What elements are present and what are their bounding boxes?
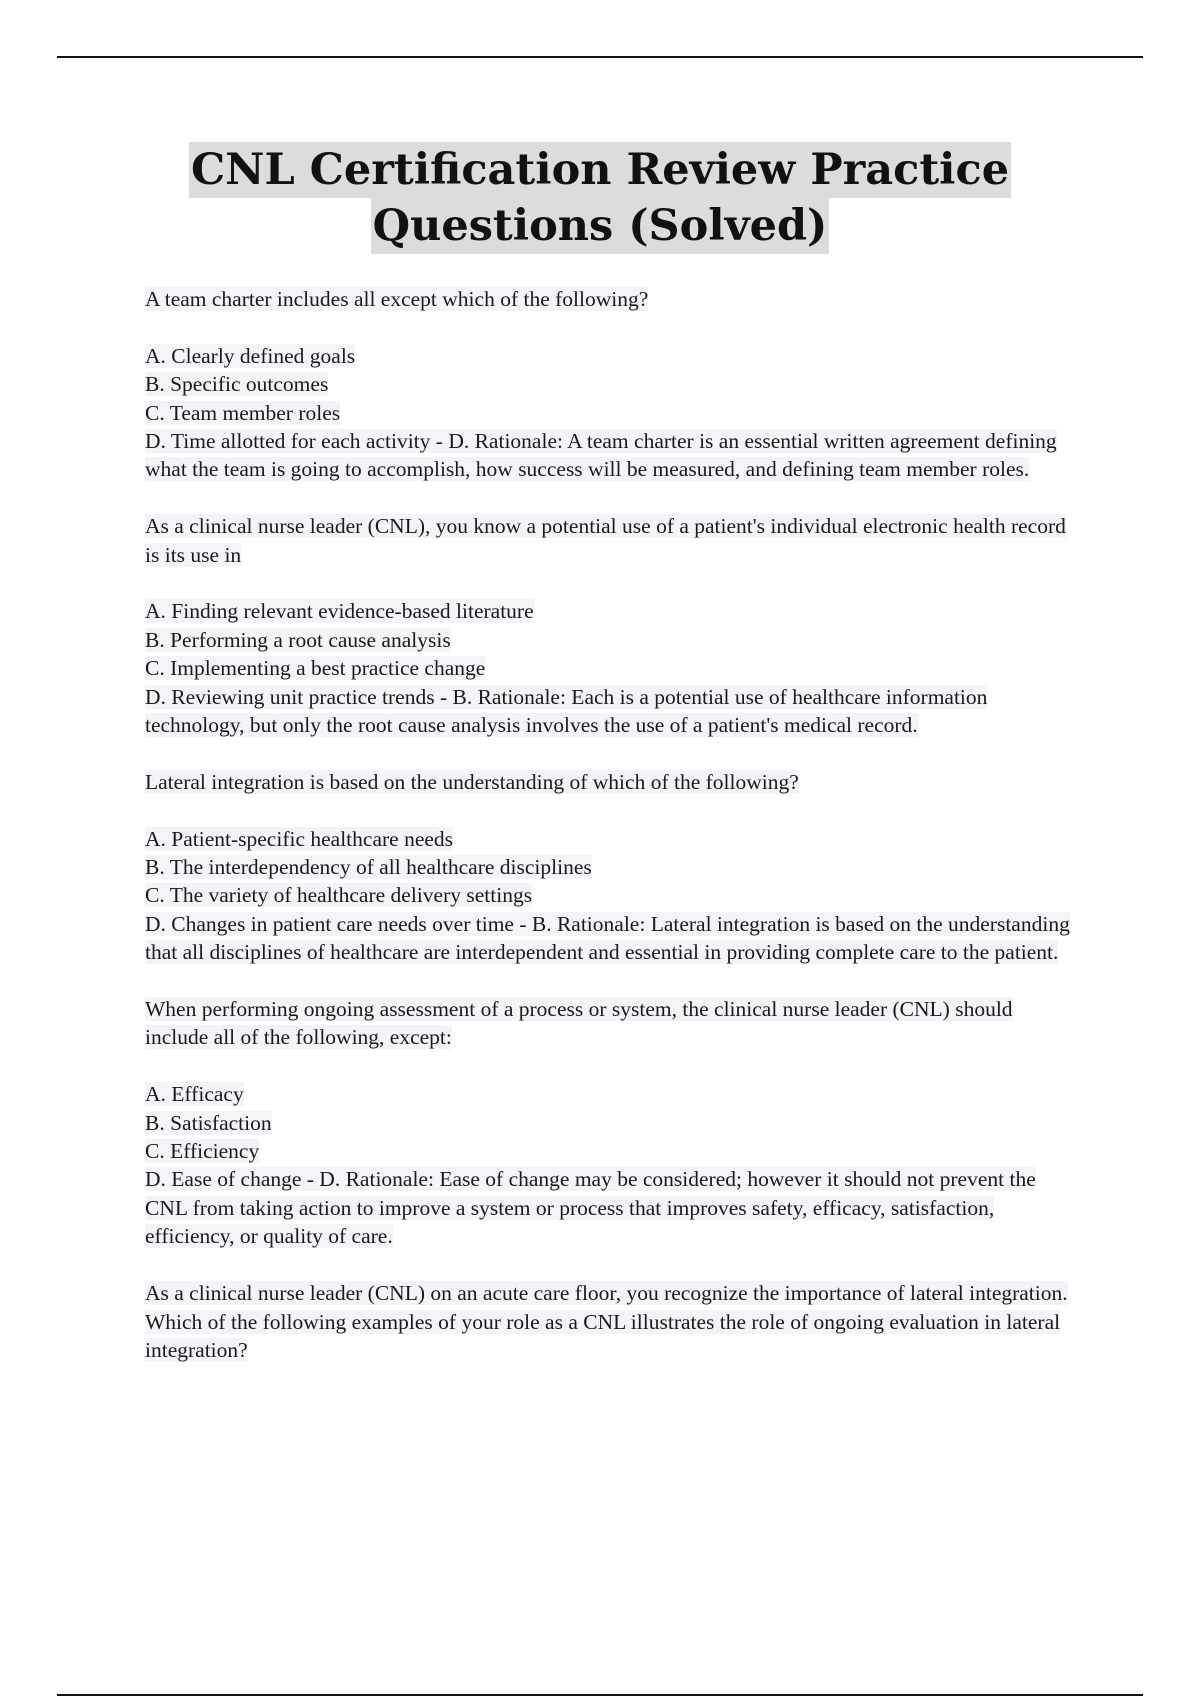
answer-option: C. Team member roles — [145, 400, 341, 425]
bottom-rule — [57, 1694, 1143, 1696]
question-stem: When performing ongoing assessment of a process or system, the clinical nurse leader (CNL) should include all of the following, except: — [145, 997, 1013, 1050]
question-block — [145, 995, 1080, 1251]
question-block — [145, 768, 1080, 967]
question-block — [145, 512, 1080, 739]
answer-option: B. Specific outcomes — [145, 372, 329, 397]
title-line-2: Questions (Solved) — [371, 198, 830, 254]
question-stem: As a clinical nurse leader (CNL), you know a potential use of a patient's individual electronic health record is its use in — [145, 514, 1066, 567]
answer-option: B. Satisfaction — [145, 1110, 272, 1135]
question-stem: Lateral integration is based on the understanding of which of the following? — [145, 769, 799, 794]
answer-option: C. Efficiency — [145, 1139, 260, 1164]
answer-with-rationale: D. Time allotted for each activity - D. Rationale: A team charter is an essential written agreement defining what the team is going to accomplish, how success will be measured, and defining team member roles. — [145, 429, 1057, 482]
top-rule — [57, 56, 1143, 58]
answer-option: A. Clearly defined goals — [145, 343, 356, 368]
title-line-1: CNL Certification Review Practice — [189, 142, 1011, 198]
answer-option: C. Implementing a best practice change — [145, 656, 486, 681]
question-stem: As a clinical nurse leader (CNL) on an acute care floor, you recognize the importance of lateral integration. Which of the following examples of your role as a CNL illustrates the role of ongoing evaluation in lateral integration? — [145, 1281, 1068, 1362]
question-block — [145, 285, 1080, 484]
answer-option: A. Finding relevant evidence-based literature — [145, 599, 534, 624]
answer-option: A. Patient-specific healthcare needs — [145, 826, 454, 851]
answer-with-rationale: D. Ease of change - D. Rationale: Ease of change may be considered; however it should not prevent the CNL from taking action to improve a system or process that improves safety, efficacy, satisfaction, efficiency, or quality of care. — [145, 1167, 1036, 1249]
document-title — [60, 142, 1140, 254]
answer-option: C. The variety of healthcare delivery settings — [145, 883, 533, 908]
answer-option: B. Performing a root cause analysis — [145, 627, 451, 652]
question-stem: A team charter includes all except which of the following? — [145, 287, 649, 311]
answer-option: A. Efficacy — [145, 1082, 244, 1107]
answer-with-rationale: D. Changes in patient care needs over time - B. Rationale: Lateral integration is based on the understanding that all disciplines of healthcare are interdependent and essential in providing complete care to the patient. — [145, 911, 1070, 965]
document-body — [145, 285, 1080, 1364]
answer-with-rationale: D. Reviewing unit practice trends - B. Rationale: Each is a potential use of healthcare information technology, but only the root cause analysis involves the use of a patient's medical record. — [145, 684, 988, 738]
answer-option: B. The interdependency of all healthcare disciplines — [145, 855, 592, 880]
question-block — [145, 1279, 1080, 1364]
